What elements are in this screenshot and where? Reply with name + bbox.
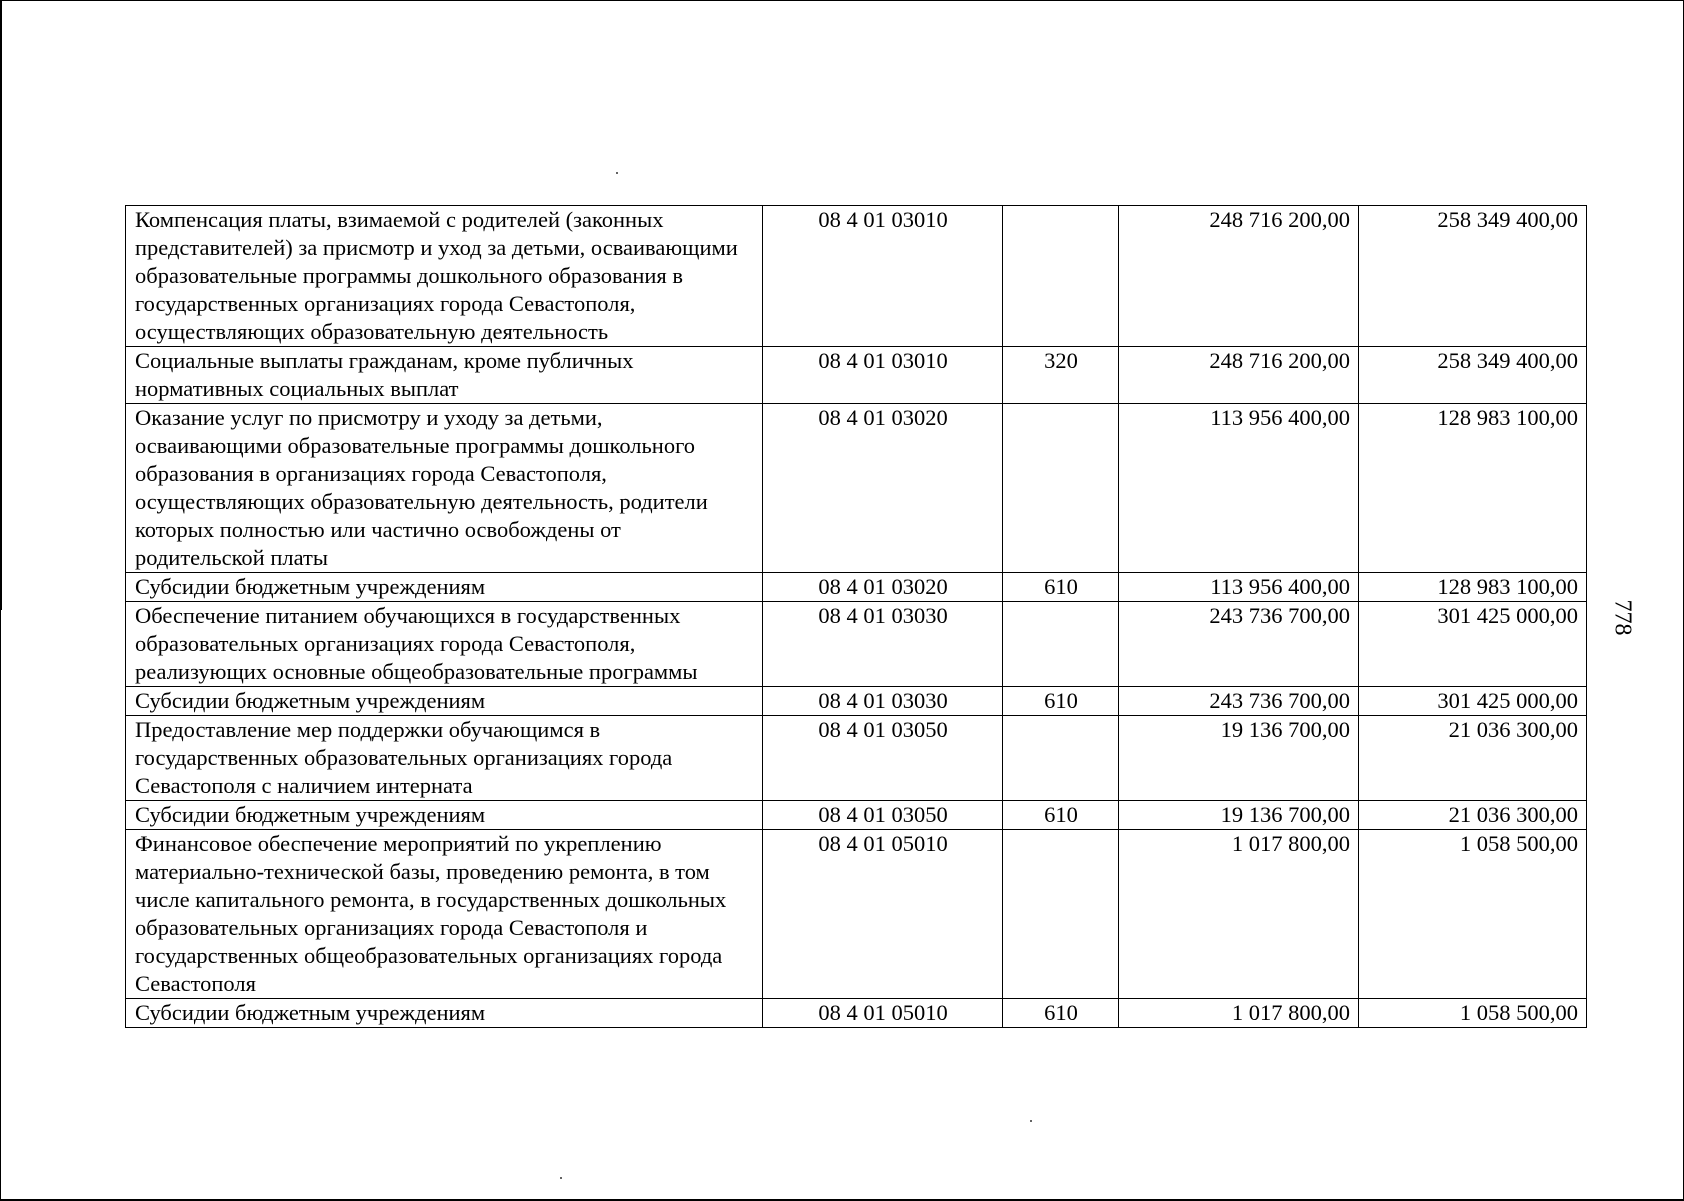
target-article-code: 08 4 01 05010 xyxy=(763,999,1003,1028)
target-article-code: 08 4 01 03020 xyxy=(763,404,1003,573)
amount-year-2: 128 983 100,00 xyxy=(1359,573,1587,602)
expense-type-code xyxy=(1003,206,1119,347)
table-row xyxy=(126,716,1587,801)
amount-year-2: 1 058 500,00 xyxy=(1359,999,1587,1028)
amount-year-1: 243 736 700,00 xyxy=(1119,687,1359,716)
amount-year-1: 19 136 700,00 xyxy=(1119,716,1359,801)
table-row xyxy=(126,801,1587,830)
amount-year-2: 301 425 000,00 xyxy=(1359,687,1587,716)
amount-year-1: 243 736 700,00 xyxy=(1119,602,1359,687)
scan-edge-mark xyxy=(0,0,2,610)
amount-year-2: 258 349 400,00 xyxy=(1359,347,1587,404)
row-description: Компенсация платы, взимаемой с родителей (законных представителей) за присмотр и уход за детьми, осваивающими образовательные программы дошкольного образования в государственных организациях города Севастополя, осуществляющих образовательную деятельность xyxy=(126,206,763,347)
row-description: Финансовое обеспечение мероприятий по укреплению материально-технической базы, проведению ремонта, в том числе капитального ремонта, в государственных дошкольных образовательных организациях города Севастополя и государственных общеобразовательных организациях города Севастополя xyxy=(126,830,763,999)
target-article-code: 08 4 01 03020 xyxy=(763,573,1003,602)
row-description: Субсидии бюджетным учреждениям xyxy=(126,999,763,1028)
table-row xyxy=(126,602,1587,687)
table-row xyxy=(126,573,1587,602)
target-article-code: 08 4 01 05010 xyxy=(763,830,1003,999)
table-row xyxy=(126,404,1587,573)
amount-year-2: 128 983 100,00 xyxy=(1359,404,1587,573)
expense-type-code xyxy=(1003,404,1119,573)
page-number: 778 xyxy=(1609,599,1636,636)
table-row xyxy=(126,687,1587,716)
amount-year-2: 1 058 500,00 xyxy=(1359,830,1587,999)
amount-year-1: 113 956 400,00 xyxy=(1119,573,1359,602)
expense-type-code xyxy=(1003,602,1119,687)
expense-type-code: 610 xyxy=(1003,687,1119,716)
amount-year-1: 1 017 800,00 xyxy=(1119,830,1359,999)
expense-type-code: 320 xyxy=(1003,347,1119,404)
amount-year-1: 248 716 200,00 xyxy=(1119,206,1359,347)
row-description: Оказание услуг по присмотру и уходу за детьми, осваивающими образовательные программы дошкольного образования в организациях города Севастополя, осуществляющих образовательную деятельность, родители которых полностью или частично освобождены от родительской платы xyxy=(126,404,763,573)
amount-year-2: 301 425 000,00 xyxy=(1359,602,1587,687)
amount-year-1: 248 716 200,00 xyxy=(1119,347,1359,404)
row-description: Субсидии бюджетным учреждениям xyxy=(126,573,763,602)
row-description: Субсидии бюджетным учреждениям xyxy=(126,687,763,716)
amount-year-1: 1 017 800,00 xyxy=(1119,999,1359,1028)
scan-speck xyxy=(1030,1120,1032,1122)
amount-year-1: 113 956 400,00 xyxy=(1119,404,1359,573)
target-article-code: 08 4 01 03050 xyxy=(763,716,1003,801)
target-article-code: 08 4 01 03010 xyxy=(763,347,1003,404)
target-article-code: 08 4 01 03030 xyxy=(763,687,1003,716)
table-row xyxy=(126,830,1587,999)
scan-speck xyxy=(616,172,618,174)
target-article-code: 08 4 01 03010 xyxy=(763,206,1003,347)
table-row xyxy=(126,999,1587,1028)
row-description: Обеспечение питанием обучающихся в государственных образовательных организациях города Севастополя, реализующих основные общеобразовательные программы xyxy=(126,602,763,687)
row-description: Субсидии бюджетным учреждениям xyxy=(126,801,763,830)
table-row xyxy=(126,347,1587,404)
target-article-code: 08 4 01 03050 xyxy=(763,801,1003,830)
budget-table xyxy=(125,205,1587,1028)
expense-type-code: 610 xyxy=(1003,801,1119,830)
target-article-code: 08 4 01 03030 xyxy=(763,602,1003,687)
row-description: Предоставление мер поддержки обучающимся в государственных образовательных организациях города Севастополя с наличием интерната xyxy=(126,716,763,801)
amount-year-1: 19 136 700,00 xyxy=(1119,801,1359,830)
amount-year-2: 21 036 300,00 xyxy=(1359,801,1587,830)
scan-speck xyxy=(560,1177,562,1179)
amount-year-2: 258 349 400,00 xyxy=(1359,206,1587,347)
expense-type-code xyxy=(1003,716,1119,801)
expense-type-code xyxy=(1003,830,1119,999)
table-row xyxy=(126,206,1587,347)
expense-type-code: 610 xyxy=(1003,573,1119,602)
amount-year-2: 21 036 300,00 xyxy=(1359,716,1587,801)
expense-type-code: 610 xyxy=(1003,999,1119,1028)
row-description: Социальные выплаты гражданам, кроме публичных нормативных социальных выплат xyxy=(126,347,763,404)
